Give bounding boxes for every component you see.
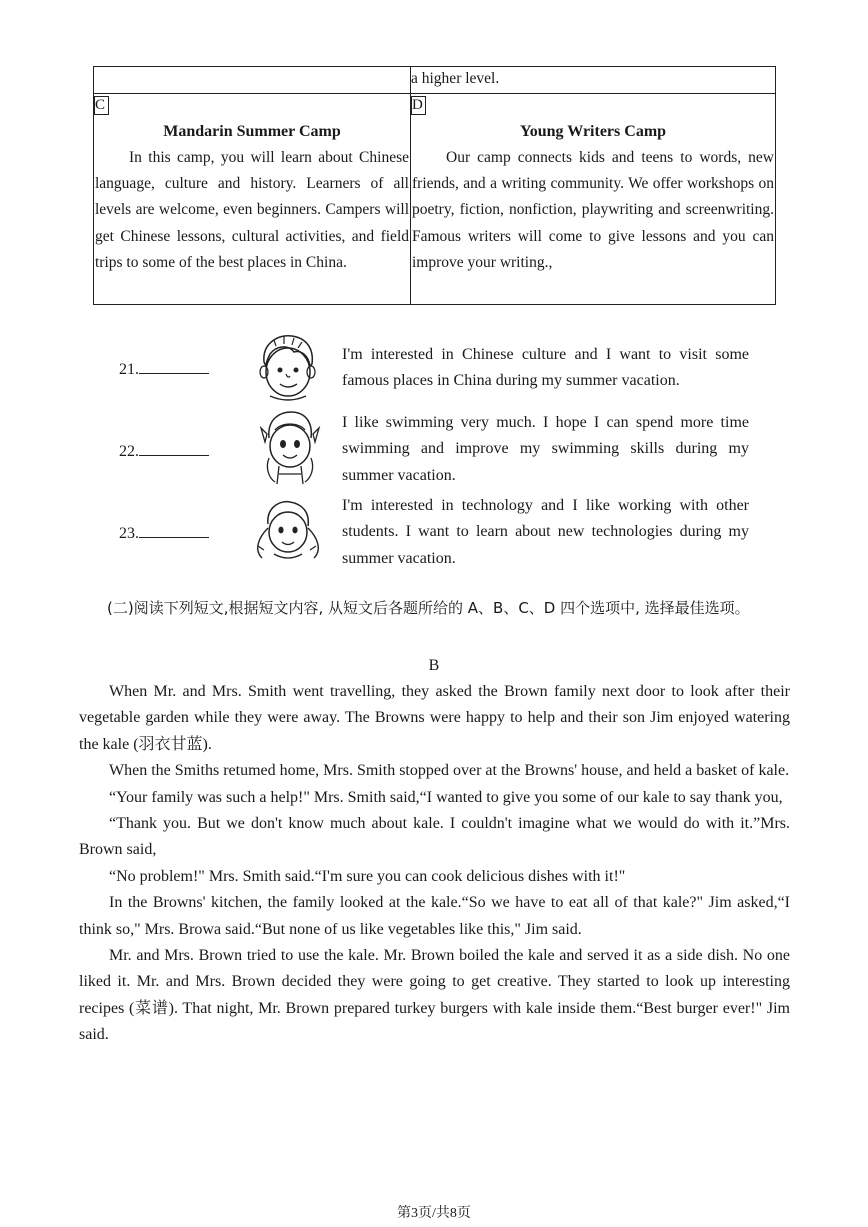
camp-letter: D bbox=[411, 96, 426, 115]
camp-cell-c bbox=[94, 94, 411, 305]
camp-table bbox=[93, 66, 776, 305]
camp-letter: C bbox=[94, 96, 109, 115]
student-statement: I like swimming very much. I hope I can spend more time swimming and improve my swimming skills during my summer vacation. bbox=[342, 414, 749, 484]
answer-blank[interactable] bbox=[139, 358, 209, 374]
camp-title: Young Writers Camp bbox=[519, 123, 667, 140]
passage-paragraph: “No problem!" Mrs. Smith said.“I'm sure you can cook delicious dishes with it!" bbox=[109, 867, 626, 885]
question-number: 21. bbox=[119, 361, 139, 378]
answer-blank[interactable] bbox=[139, 522, 209, 538]
section-instruction: (二)阅读下列短文,根据短文内容, 从短文后各题所给的 A、B、C、D 四个选项中, 选择最佳选项。 bbox=[107, 599, 750, 617]
passage-paragraph: When the Smiths retumed home, Mrs. Smith stopped over at the Browns' house, and held a basket of kale. bbox=[109, 762, 790, 780]
boy-avatar-icon bbox=[250, 332, 322, 404]
passage-label: B bbox=[428, 657, 440, 674]
continued-text: a higher level. bbox=[411, 70, 500, 87]
question-number-wrap bbox=[119, 358, 209, 381]
question-number: 23. bbox=[119, 525, 139, 542]
girl-pigtails-avatar-icon bbox=[248, 498, 326, 564]
question-number-wrap bbox=[119, 440, 209, 463]
matching-item bbox=[0, 496, 868, 566]
passage-paragraph: Mr. and Mrs. Brown tried to use the kale. Mr. Brown boiled the kale and served it as a side dish. No one liked it. Mr. and Mrs. Brown decided they were going to get creative. They started to look up interesting recipes (菜谱). That night, Mr. Brown prepared turkey burgers with kale inside them.“Best burger ever!" Jim said. bbox=[79, 947, 790, 1044]
camp-title: Mandarin Summer Camp bbox=[163, 123, 341, 140]
table-cell-continued bbox=[411, 67, 776, 94]
table-cell-empty bbox=[94, 67, 411, 94]
camp-description: Our camp connects kids and teens to words, new friends, and a writing community. We offer workshops on poetry, fiction, nonfiction, playwriting and screenwriting. Famous writers will come to give lessons and you can improve your writing., bbox=[412, 149, 774, 271]
student-statement: I'm interested in technology and I like working with other students. I want to learn about new technologies during my summer vacation. bbox=[342, 497, 749, 567]
answer-blank[interactable] bbox=[139, 440, 209, 456]
passage-paragraph: In the Browns' kitchen, the family looked at the kale.“So we have to eat all of that kale?" Jim asked,“I think so," Mrs. Browa said.“But none of us like vegetables like this," Jim said. bbox=[79, 894, 790, 938]
page-number: 第3页/共8页 bbox=[397, 1206, 471, 1221]
matching-item bbox=[0, 408, 868, 488]
camp-description: In this camp, you will learn about Chinese language, culture and history. Learners of all levels are welcome, even beginners. Campers will get Chinese lessons, cultural activities, and field trips to some of the best places in China. bbox=[95, 149, 409, 271]
passage-paragraph: When Mr. and Mrs. Smith went travelling, they asked the Brown family next door to look after their vegetable garden while they were away. The Browns were happy to help and their son Jim enjoyed watering the kale (羽衣甘蓝). bbox=[79, 683, 790, 753]
girl-avatar-icon bbox=[253, 408, 325, 486]
reading-passage bbox=[79, 679, 790, 1049]
matching-item bbox=[0, 332, 868, 404]
camp-cell-d bbox=[411, 94, 776, 305]
student-statement: I'm interested in Chinese culture and I want to visit some famous places in China during my summer vacation. bbox=[342, 346, 749, 390]
passage-paragraph: “Your family was such a help!" Mrs. Smith said,“I wanted to give you some of our kale to say thank you, bbox=[109, 788, 783, 806]
question-number-wrap bbox=[119, 522, 209, 545]
question-number: 22. bbox=[119, 443, 139, 460]
passage-paragraph: “Thank you. But we don't know much about kale. I couldn't imagine what we would do with it.”Mrs. Brown said, bbox=[79, 815, 790, 859]
